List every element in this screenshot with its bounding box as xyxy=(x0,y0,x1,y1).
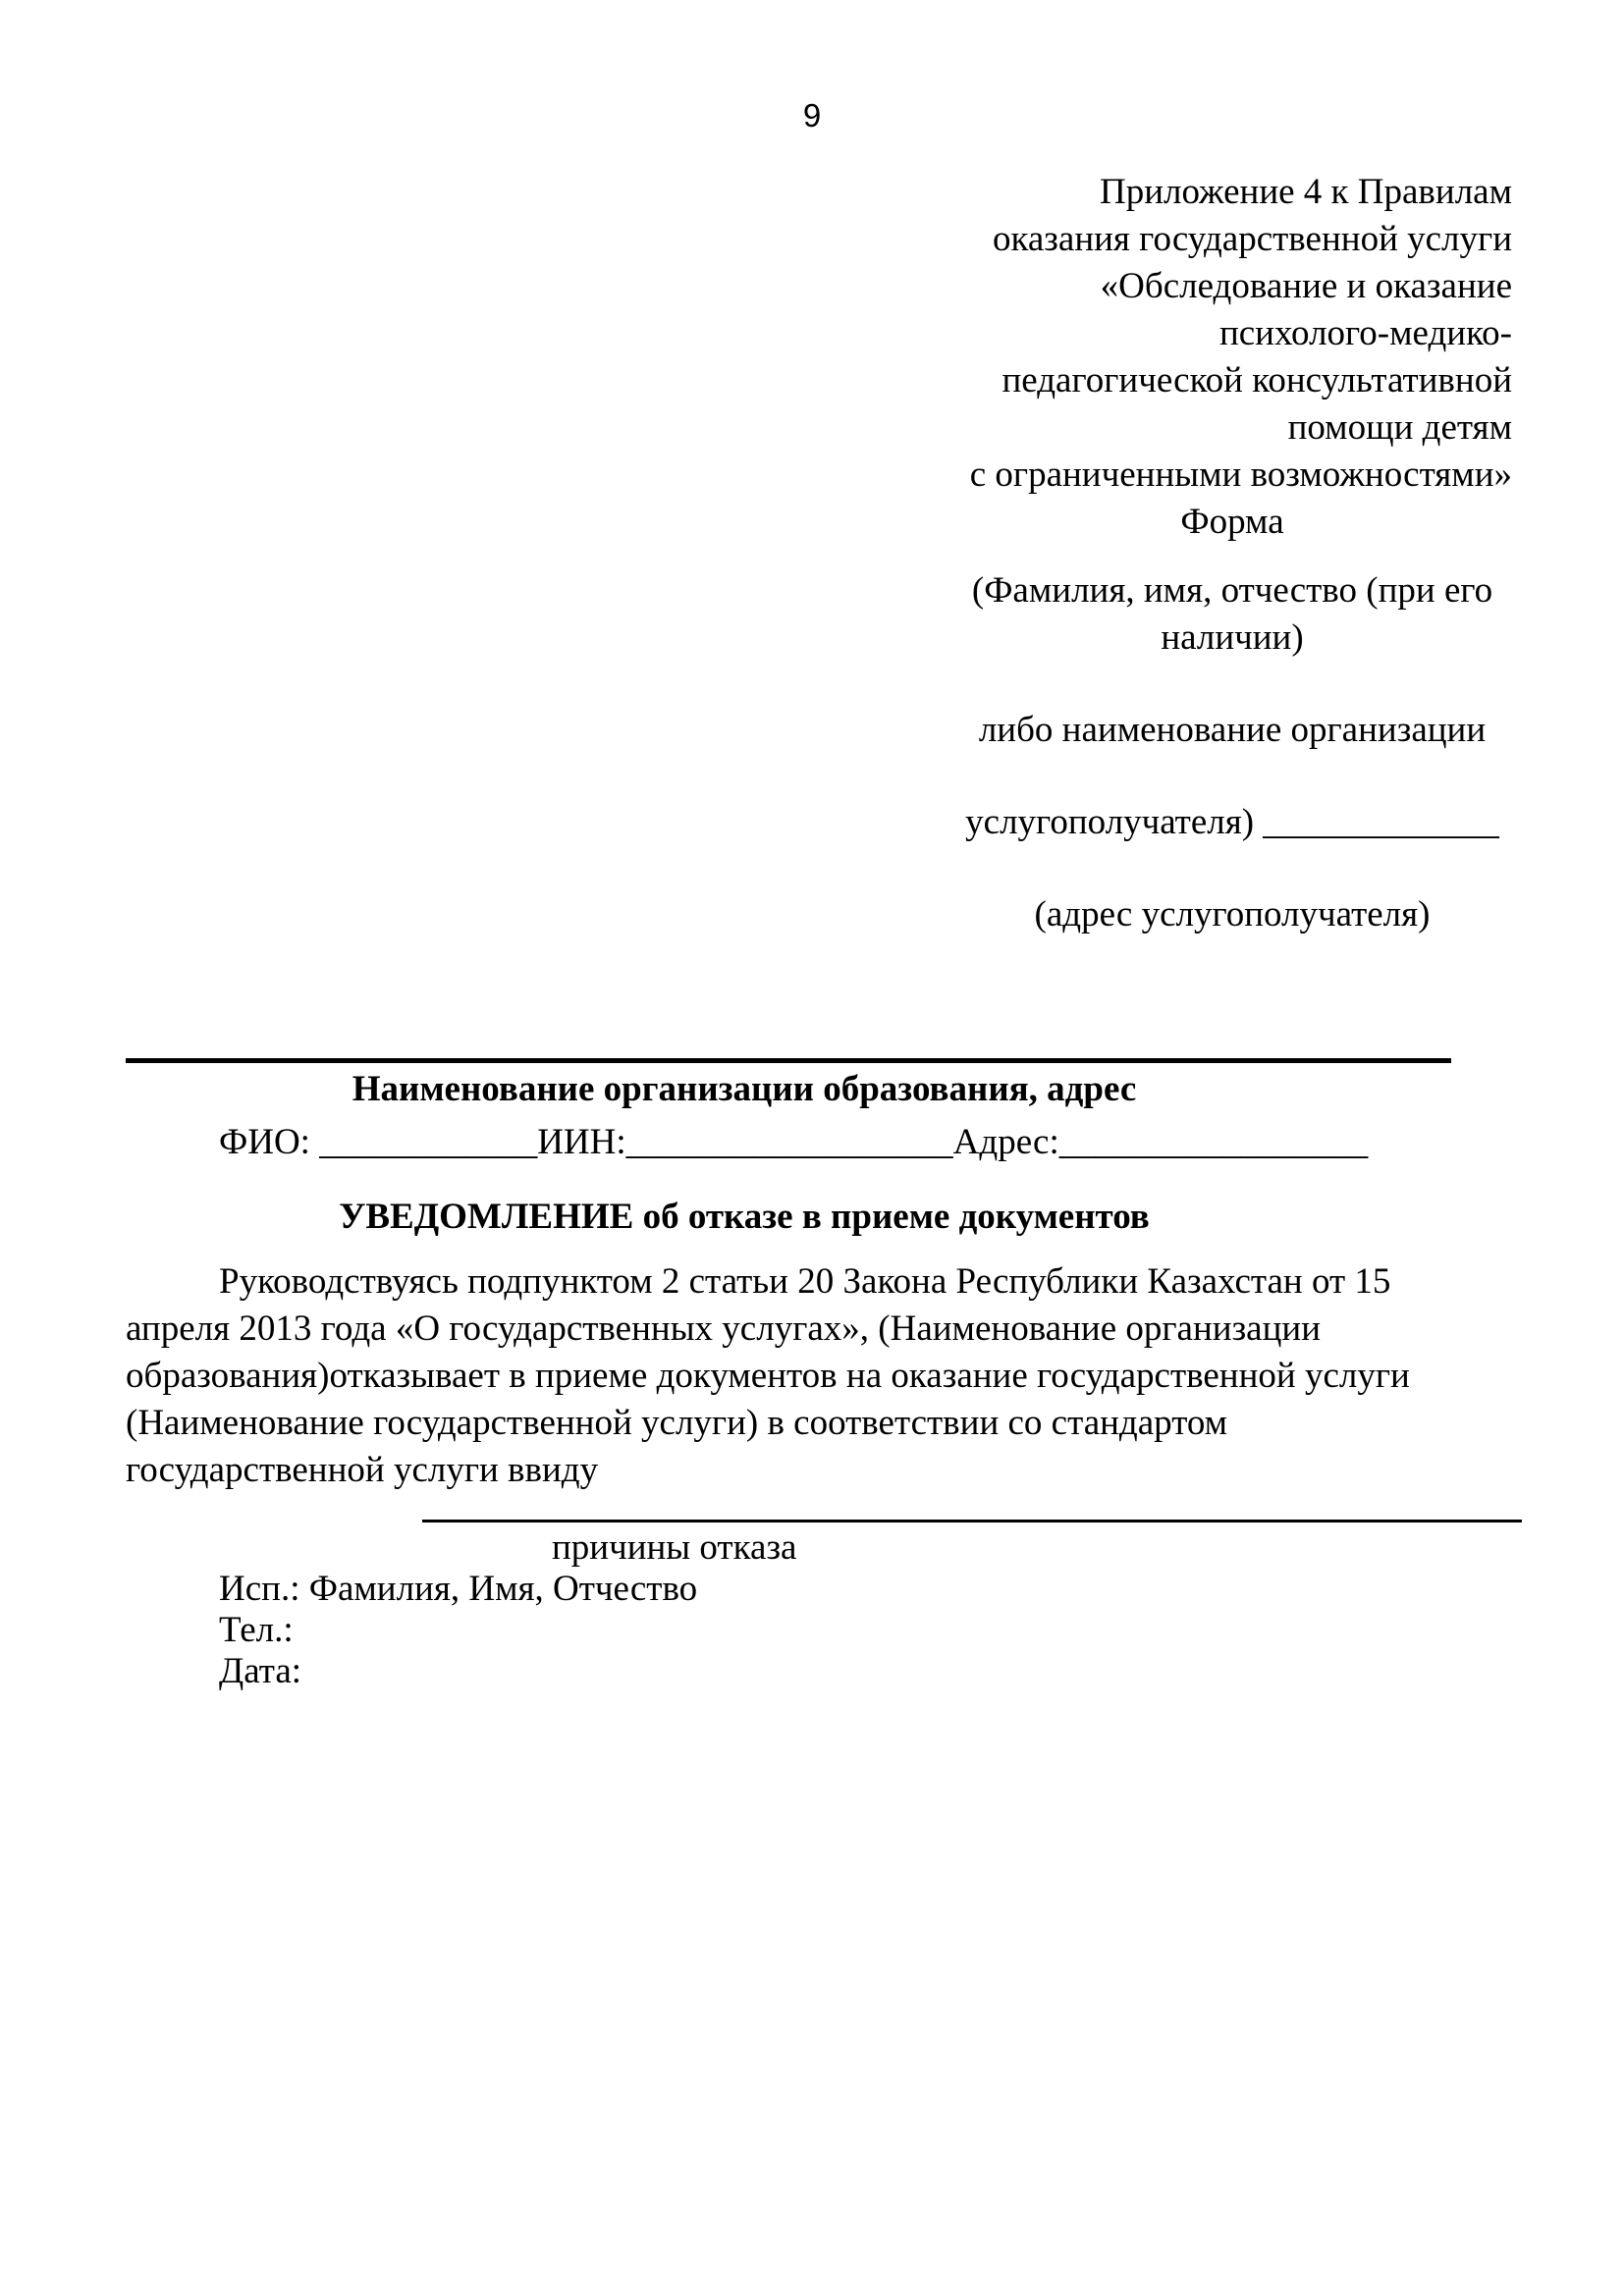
notice-body-line: Руководствуясь подпунктом 2 статьи 20 Закона Республики Казахстан от 15 xyxy=(219,1261,1391,1302)
notice-title: УВЕДОМЛЕНИЕ об отказе в приеме документов xyxy=(339,1197,1150,1237)
date-line: Дата: xyxy=(219,1651,302,1691)
appendix-note-line: «Обследование и оказание xyxy=(1100,266,1512,306)
notice-body xyxy=(126,1258,1500,1494)
executor-line: Исп.: Фамилия, Имя, Отчество xyxy=(219,1569,698,1609)
fio-iin-address-line: ФИО: ____________ИИН:__________________Адрес:_________________ xyxy=(219,1122,1369,1162)
notice-body-line: (Наименование государственной услуги) в соответствии со стандартом xyxy=(126,1403,1228,1443)
org-caption: Наименование организации образования, адрес xyxy=(352,1069,1137,1109)
page-number: 9 xyxy=(802,97,822,133)
appendix-note-line: педагогической консультативной xyxy=(1001,360,1512,400)
recipient-org-line: либо наименование организации xyxy=(978,710,1487,750)
phone-line: Тел.: xyxy=(219,1610,294,1650)
appendix-note-line: оказания государственной услуги xyxy=(992,219,1512,259)
recipient-fill-line: услугополучателя) _____________ xyxy=(965,802,1499,842)
appendix-note-line: с ограниченными возможностями» xyxy=(969,454,1512,495)
section-divider-line xyxy=(126,1058,1451,1063)
notice-body-line: образования)отказывает в приеме документов на оказание государственной услуги xyxy=(126,1356,1410,1396)
recipient-name-line-2: наличии) xyxy=(1161,617,1304,658)
notice-body-line: апреля 2013 года «О государственных услугах», (Наименование организации xyxy=(126,1308,1322,1349)
recipient-address-line: (адрес услугополучателя) xyxy=(1034,894,1431,934)
reason-caption: причины отказа xyxy=(552,1527,797,1568)
recipient-name-line-1: (Фамилия, имя, отчество (при его xyxy=(971,570,1493,611)
notice-body-line: государственной услуги ввиду xyxy=(126,1450,599,1490)
appendix-note xyxy=(952,169,1512,938)
footer-block xyxy=(219,1569,697,1692)
appendix-note-line: психолого-медико- xyxy=(1218,313,1512,353)
appendix-note-line: Приложение 4 к Правилам xyxy=(1099,172,1512,212)
reason-blank-line xyxy=(422,1520,1522,1522)
appendix-note-line: помощи детям xyxy=(1287,407,1512,448)
form-label: Форма xyxy=(1180,502,1284,542)
